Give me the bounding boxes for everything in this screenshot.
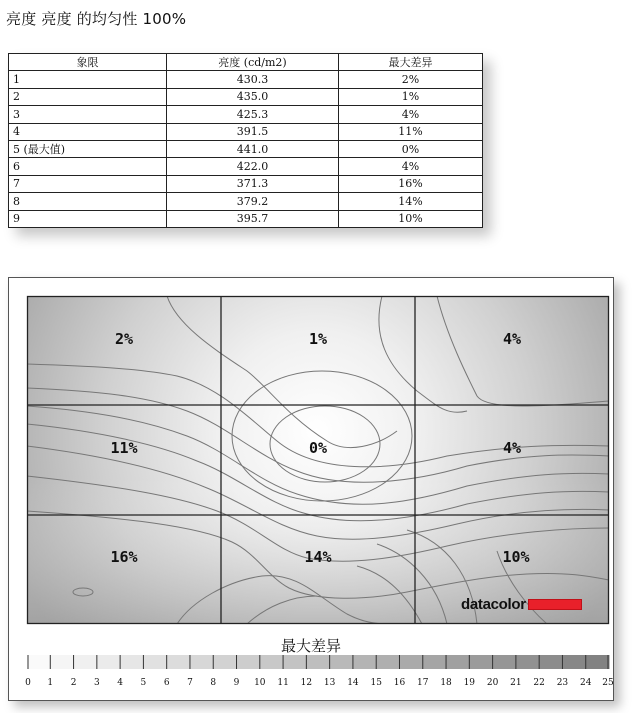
cell-quadrant: 2 (9, 88, 167, 105)
cell-quadrant: 5 (最大值) (9, 140, 167, 157)
logo-text: datacolor (461, 596, 526, 613)
scale-swatch (586, 655, 610, 669)
table-row (9, 106, 483, 123)
quadrant-3-label: 4% (502, 330, 522, 348)
scale-tick-label: 14 (347, 678, 359, 688)
cell-quadrant: 9 (9, 210, 167, 227)
cell-quadrant: 8 (9, 193, 167, 210)
cell-quadrant: 7 (9, 175, 167, 192)
quadrant-9-label: 10% (502, 548, 530, 566)
scale-tick-label: 15 (370, 678, 382, 688)
cell-deviation: 14% (339, 193, 483, 210)
table-row (9, 71, 483, 88)
cell-luminance: 395.7 (167, 210, 339, 227)
scale-title: 最大差异 (280, 637, 341, 655)
scale-swatch (283, 655, 307, 669)
cell-luminance: 422.0 (167, 158, 339, 175)
table-header-row (9, 54, 483, 71)
cell-deviation: 11% (339, 123, 483, 140)
scale-swatch (74, 655, 98, 669)
scale-tick-label: 25 (602, 678, 614, 688)
deviation-scale (25, 655, 614, 691)
scale-swatch (167, 655, 191, 669)
table-row (9, 175, 483, 192)
cell-quadrant: 1 (9, 71, 167, 88)
scale-tick-label: 1 (47, 678, 54, 688)
scale-swatch (376, 655, 400, 669)
scale-tick-label: 9 (233, 678, 240, 688)
table-row (9, 158, 483, 175)
scale-swatch (190, 655, 214, 669)
scale-swatch (306, 655, 330, 669)
scale-tick-label: 0 (25, 678, 31, 688)
cell-deviation: 4% (339, 158, 483, 175)
cell-quadrant: 6 (9, 158, 167, 175)
scale-tick-label: 21 (510, 678, 522, 688)
scale-tick-label: 5 (140, 678, 147, 688)
cell-luminance: 379.2 (167, 193, 339, 210)
datacolor-logo (461, 596, 582, 613)
scale-swatch (469, 655, 493, 669)
cell-deviation: 4% (339, 106, 483, 123)
quadrant-7-label: 16% (110, 548, 138, 566)
cell-luminance: 435.0 (167, 88, 339, 105)
scale-swatch (493, 655, 517, 669)
scale-swatch (539, 655, 563, 669)
scale-tick-label: 3 (93, 678, 100, 688)
scale-tick-label: 4 (117, 678, 123, 688)
scale-swatch (50, 655, 74, 669)
scale-swatch (97, 655, 121, 669)
scale-swatch (353, 655, 377, 669)
scale-tick-label: 19 (463, 678, 476, 688)
cell-luminance: 391.5 (167, 123, 339, 140)
scale-tick-label: 8 (210, 678, 217, 688)
cell-luminance: 441.0 (167, 140, 339, 157)
scale-tick-label: 2 (70, 678, 77, 688)
table-row (9, 88, 483, 105)
scale-tick-label: 7 (187, 678, 193, 688)
scale-swatch (237, 655, 261, 669)
scale-swatch (120, 655, 144, 669)
scale-swatch (330, 655, 354, 669)
quadrant-6-label: 4% (502, 439, 522, 457)
cell-deviation: 16% (339, 175, 483, 192)
scale-swatch (446, 655, 470, 669)
table-row (9, 210, 483, 227)
scale-swatch (562, 655, 586, 669)
scale-swatch (260, 655, 284, 669)
quadrant-2-label: 1% (308, 330, 328, 348)
scale-tick-label: 18 (440, 678, 452, 688)
scale-swatch (213, 655, 237, 669)
cell-deviation: 0% (339, 140, 483, 157)
cell-deviation: 10% (339, 210, 483, 227)
cell-deviation: 1% (339, 88, 483, 105)
table-row (9, 140, 483, 157)
scale-tick-label: 16 (393, 678, 406, 688)
quadrant-4-label: 11% (110, 439, 138, 457)
table-row (9, 193, 483, 210)
logo-red-bar (528, 599, 582, 610)
cell-luminance: 371.3 (167, 175, 339, 192)
scale-tick-label: 23 (556, 678, 569, 688)
cell-luminance: 430.3 (167, 71, 339, 88)
scale-swatch (27, 655, 51, 669)
scale-tick-label: 6 (163, 678, 170, 688)
quadrant-5-label: 0% (308, 439, 328, 457)
cell-deviation: 2% (339, 71, 483, 88)
header-luminance: 亮度 (cd/m2) (167, 54, 339, 71)
page-title: 亮度 亮度 的均匀性 100% (6, 10, 187, 28)
scale-swatch (143, 655, 167, 669)
luminance-table (8, 53, 483, 228)
header-max-deviation: 最大差异 (339, 54, 483, 71)
scale-swatch (516, 655, 540, 669)
scale-tick-label: 12 (300, 678, 313, 688)
luminance-table-container (8, 53, 483, 228)
table-row (9, 123, 483, 140)
scale-tick-label: 17 (417, 678, 429, 688)
scale-tick-label: 22 (533, 678, 545, 688)
header-quadrant: 象限 (9, 54, 167, 71)
cell-quadrant: 4 (9, 123, 167, 140)
scale-swatch (423, 655, 447, 669)
quadrant-1-label: 2% (114, 330, 134, 348)
scale-tick-label: 24 (579, 678, 592, 688)
quadrant-8-label: 14% (304, 548, 332, 566)
uniformity-figure (8, 277, 614, 701)
scale-tick-label: 20 (486, 678, 499, 688)
scale-swatch (399, 655, 423, 669)
scale-tick-label: 10 (254, 678, 266, 688)
cell-luminance: 425.3 (167, 106, 339, 123)
scale-tick-label: 11 (277, 678, 289, 688)
cell-quadrant: 3 (9, 106, 167, 123)
scale-tick-label: 13 (323, 678, 336, 688)
